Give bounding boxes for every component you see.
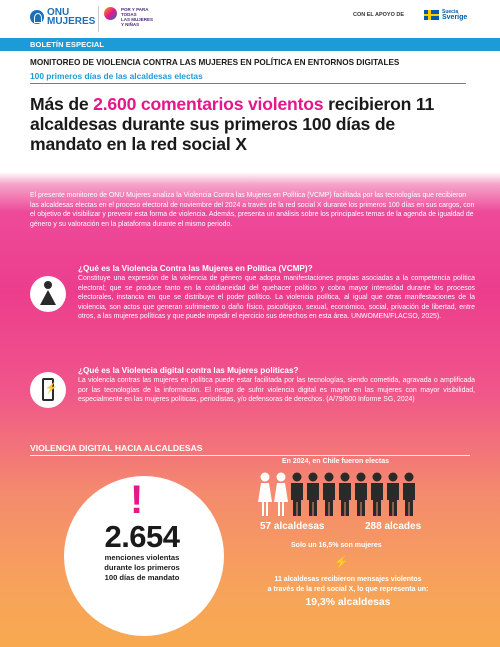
woman-figure-icon (274, 473, 288, 517)
lightning-icon: ⚡ (45, 383, 58, 394)
support-label: CON EL APOYO DE (353, 12, 405, 18)
man-figure-icon (339, 473, 351, 517)
people-pictogram (257, 472, 417, 518)
lightning-icon: ⚡ (334, 555, 349, 569)
phone-violence-icon (30, 372, 66, 408)
man-figure-icon (387, 473, 399, 517)
stat-description: menciones violentas durante los primeros 100 días de mandato (104, 553, 180, 582)
page-header (0, 0, 500, 38)
man-figure-icon (323, 473, 335, 517)
man-figure-icon (371, 473, 383, 517)
sweden-logo (424, 10, 467, 20)
sweden-logo-text (442, 10, 467, 20)
monitoring-subtitle: MONITOREO DE VIOLENCIA CONTRA LAS MUJERES EN POLÍTICA EN ENTORNOS DIGITALES (30, 58, 400, 67)
exclamation-icon: ! (130, 478, 144, 522)
woman-figure-icon (258, 473, 272, 517)
q1-title: ¿Qué es la Violencia Contra las Mujeres en Política (VCMP)? (78, 264, 313, 273)
period-subtitle: 100 primeros días de las alcaldesas electas (30, 71, 466, 84)
onu-mujeres-logo-text: ONU MUJERES (47, 7, 96, 27)
stat-value: 2.654 (104, 519, 180, 554)
women-mayors-count: 57 alcaldesas (260, 521, 325, 532)
todas-logo (104, 7, 161, 27)
man-figure-icon (307, 473, 319, 517)
chile-stat-title: En 2024, en Chile fueron electas (282, 458, 389, 465)
intro-paragraph: El presente monitoreo de ONU Mujeres analiza la Violencia Contra las Mujeres en Política (VCMP) facilitada por las tecnologías que recibieron las alcaldesas electas en el proceso electoral de noviembre del 2024 a través de la red social X durante los primeros 100 días en sus cargos, con el objetivo de visibilizar y prevenir esta forma de violencia. Además, presenta un análisis sobre los principales temas de la agenda de igualdad de género y su valoración en la plataforma durante el mismo periodo. (30, 192, 475, 229)
woman-icon (30, 276, 66, 312)
sweden-big-text: Sverige (442, 14, 468, 21)
man-figure-icon (355, 473, 367, 517)
sweden-flag-icon (424, 10, 439, 20)
headline-highlight: 2.600 comentarios violentos (93, 94, 324, 114)
headline-pre: Más de (30, 94, 94, 114)
onu-mujeres-logo (30, 8, 95, 26)
un-emblem-icon (30, 10, 44, 24)
q2-body: La violencia contras las mujeres en política puede estar facilitada por las tecnologías, siendo cometida, agravada o amplificada por las tecnologías de la información. El riesgo de sufrir violencia digital es mayor en las mujeres con mayor visibilidad, especialmente en las mujeres políticas, periodistas, y/o defensoras de derechos. (A/79/500 Informe SG, 2024) (78, 377, 475, 403)
q1-body: Constituye una expresión de la violencia de género que adopta manifestaciones propias asociadas a la competencia política electoral; que se produce tanto en la cotidianeidad del quehacer político y cobra mayor intensidad durante los procesos electorales, instancia en que se distribuye el poder político. La violencia política, al igual que otras manifestaciones de la violencia, son actos que generan sufrimiento o daño físico, psicológico, sexual, económico, social, privación de libertad, entre otros, a las mujeres políticas y que puede impedir el ejercicio sus derechos en esta área. UNWOMEN/FLACSO, 2025). (78, 275, 475, 320)
woman-icon-head (44, 281, 52, 289)
q2-title: ¿Qué es la Violencia digital contra las Mujeres políticas? (78, 366, 299, 375)
man-figure-icon (291, 473, 303, 517)
men-mayors-count: 288 alcades (365, 521, 422, 532)
page-title (30, 94, 470, 154)
man-figure-icon (403, 473, 415, 517)
bulletin-banner: BOLETÍN ESPECIAL (0, 38, 500, 51)
percentage-value: 19,3% alcaldesas (305, 597, 391, 608)
woman-icon-body (40, 290, 56, 305)
logo-divider (98, 6, 99, 32)
todas-logo-icon (104, 7, 117, 20)
section-title: VIOLENCIA DIGITAL HACIA ALCALDESAS (30, 443, 470, 456)
todas-logo-text: POR Y PARA TODAS LAS MUJERES Y NIÑAS (121, 7, 154, 27)
women-share-text: Solo un 16,5% son mujeres (291, 542, 382, 549)
sweden-small-text: Suecia (442, 9, 459, 15)
violent-messages-text: 11 alcaldesas recibieron mensajes violentos a través de la red social X, lo que representa un: (267, 576, 429, 593)
headline-post: recibieron 11 alcaldesas durante sus primeros 100 días de mandato en la red social X (30, 94, 435, 154)
